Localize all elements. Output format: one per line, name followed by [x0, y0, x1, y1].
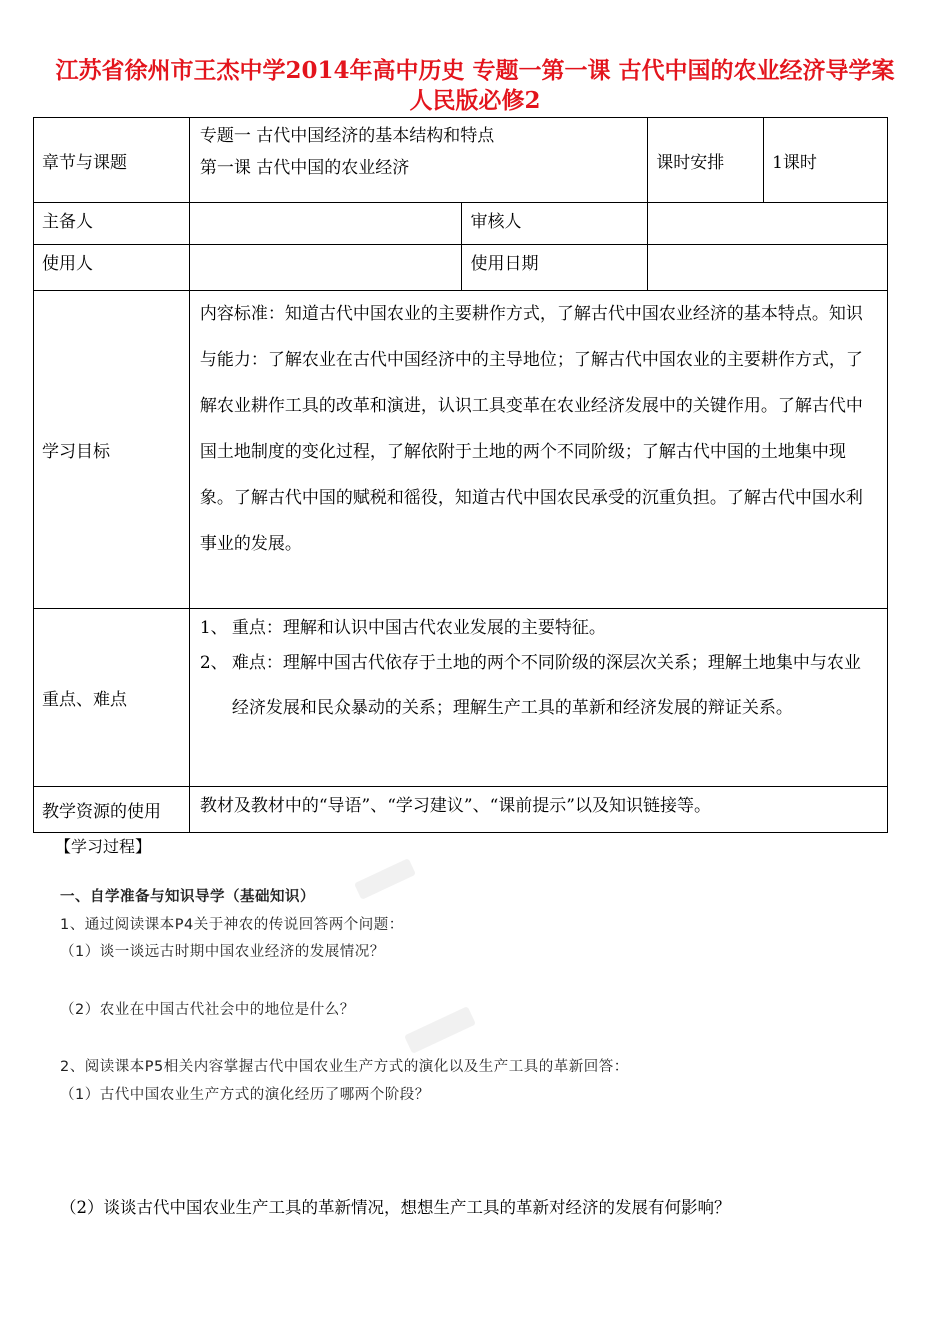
goals-cell: [189, 291, 887, 609]
key-points-label: 重点、难点: [34, 609, 190, 787]
key-item-2-text: 难点：理解中国古代依存于土地的两个不同阶级的深层次关系；理解土地集中与农业经济发展和民众暴动的关系；理解生产工具的革新和经济发展的辩证关系。: [231, 653, 861, 718]
date-value: [648, 245, 888, 291]
question-1: 1、通过阅读课本P4关于神农的传说回答两个问题：: [60, 917, 404, 933]
reviewer-value: [648, 203, 888, 245]
key-points-cell: [189, 609, 887, 787]
preparer-value: [189, 203, 462, 245]
key-item-2-number: 2、: [199, 653, 228, 673]
chapter-cell: [189, 118, 647, 203]
goals-label: 学习目标: [34, 291, 190, 609]
watermark-mark-1: [354, 858, 416, 900]
chapter-line-2: 第一课 古代中国的农业经济: [199, 158, 410, 178]
watermark-mark-2: [404, 1006, 476, 1054]
resources-row: [34, 787, 888, 833]
hours-label: 课时安排: [648, 118, 764, 203]
chapter-line-1: 专题一 古代中国经济的基本结构和特点: [199, 126, 495, 146]
resources-value: 教材及教材中的“导语”、“学习建议”、“课前提示”以及知识链接等。: [189, 787, 887, 833]
user-row: [34, 245, 888, 291]
preparer-row: [34, 203, 888, 245]
key-points-row: [34, 609, 888, 787]
resources-label: 教学资源的使用: [34, 787, 190, 833]
key-item-1-number: 1、: [199, 618, 228, 638]
user-label: 使用人: [34, 245, 190, 291]
question-2b: （2）谈谈古代中国农业生产工具的革新情况，想想生产工具的革新对经济的发展有何影响？: [60, 1198, 731, 1217]
key-item-2: [200, 641, 877, 731]
question-2a: （1）古代中国农业生产方式的演化经历了哪两个阶段？: [60, 1087, 430, 1103]
lesson-info-table: [33, 117, 888, 833]
section-1-heading: 一、自学准备与知识导学（基础知识）: [60, 889, 315, 905]
key-item-1-text: 重点：理解和认识中国古代农业发展的主要特征。: [231, 618, 606, 638]
hours-value: 1课时: [764, 118, 888, 203]
preparer-label: 主备人: [34, 203, 190, 245]
question-2: 2、阅读课本P5相关内容掌握古代中国农业生产方式的演化以及生产工具的革新回答：: [60, 1059, 629, 1075]
goals-text: 内容标准：知道古代中国农业的主要耕作方式，了解古代中国农业经济的基本特点。知识与能力：了解农业在古代中国经济中的主导地位；了解古代中国农业的主要耕作方式，了解农业耕作工具的改革和演进，认识工具变革在农业经济发展中的关键作用。了解古代中国土地制度的变化过程，了解依附于土地的两个不同阶级；了解古代中国的土地集中现象。了解古代中国的赋税和徭役，知道古代中国农民承受的沉重负担。了解古代中国水利事业的发展。: [199, 304, 863, 554]
key-item-1: [200, 611, 877, 645]
date-label: 使用日期: [462, 245, 648, 291]
user-value: [189, 245, 462, 291]
reviewer-label: 审核人: [462, 203, 648, 245]
question-1b: （2）农业在中国古代社会中的地位是什么？: [60, 1002, 355, 1018]
question-1a: （1）谈一谈远古时期中国农业经济的发展情况？: [60, 944, 385, 960]
goals-row: [34, 291, 888, 609]
chapter-label: 章节与课题: [34, 118, 190, 203]
chapter-row: [34, 118, 888, 203]
document-title: 江苏省徐州市王杰中学2014年高中历史 专题一第一课 古代中国的农业经济导学案 人民版必修2: [55, 57, 895, 114]
process-heading: 【学习过程】: [55, 837, 152, 856]
